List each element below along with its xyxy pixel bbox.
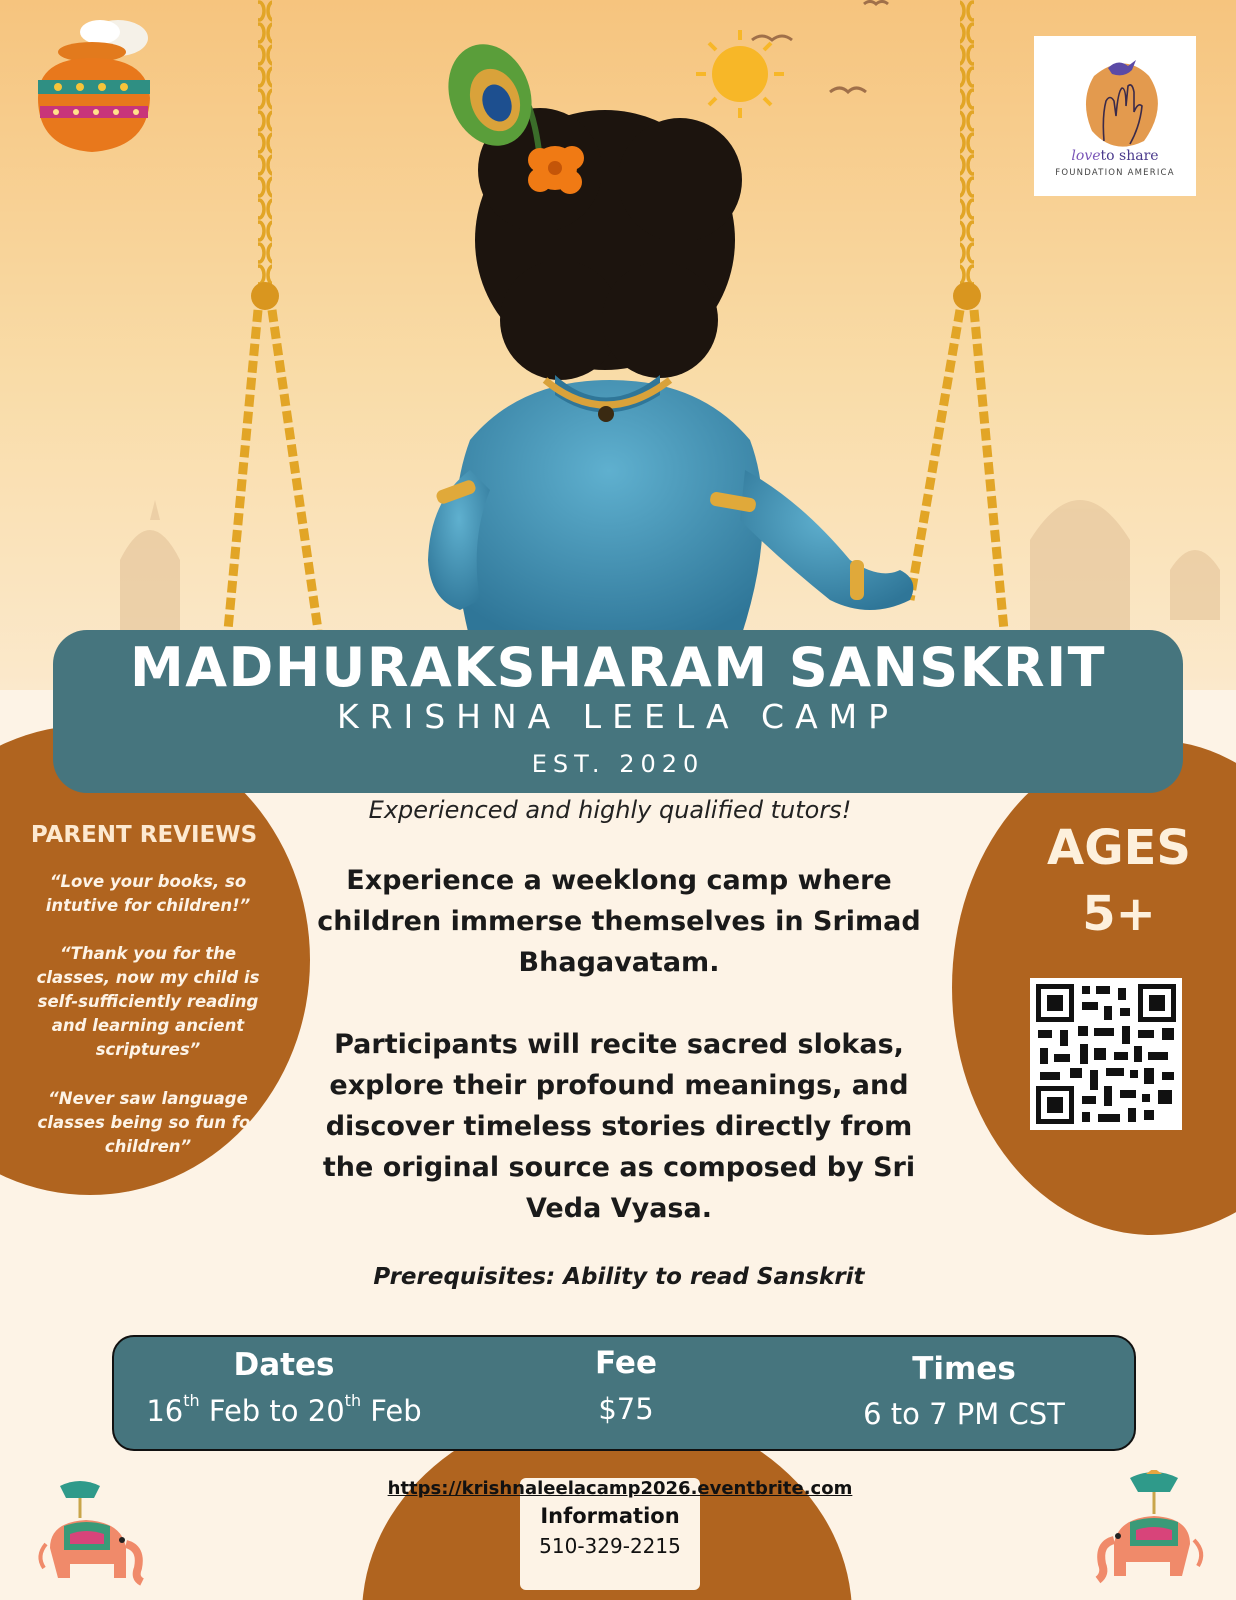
- prerequisites: Prerequisites: Ability to read Sanskrit: [373, 1264, 865, 1290]
- logo-brand: [1034, 148, 1196, 164]
- dates-label: Dates: [233, 1347, 335, 1383]
- times-value: 6 to 7 PM CST: [863, 1397, 1065, 1431]
- dates-column: [134, 1337, 434, 1453]
- fee-column: [526, 1337, 726, 1453]
- camp-details-bar: [112, 1335, 1136, 1451]
- end-day: 20: [307, 1394, 345, 1428]
- camp-description: Experience a weeklong camp where children immerse themselves in Srimad Bhagavatam.: [317, 865, 921, 978]
- fee-label: Fee: [595, 1345, 657, 1381]
- eventbrite-link[interactable]: https://krishnaleelacamp2026.eventbrite.com: [387, 1478, 853, 1499]
- information-label: Information: [540, 1504, 680, 1528]
- start-day: 16: [146, 1394, 184, 1428]
- camp-activities: Participants will recite sacred slokas, explore their profound meanings, and discover timeless stories directly from the original source as composed by Sri Veda Vyasa.: [322, 1029, 916, 1224]
- established-year: EST. 2020: [531, 750, 705, 778]
- phone-number[interactable]: 510-329-2215: [539, 1534, 681, 1558]
- dates-value: [134, 1391, 434, 1428]
- times-label: Times: [912, 1351, 1016, 1387]
- elephant-icon: [1090, 1470, 1220, 1595]
- page-title: MADHURAKSHARAM SANSKRIT: [129, 636, 1107, 699]
- registration-qr-code[interactable]: [1030, 978, 1182, 1130]
- review-quote: “Thank you for the classes, now my child is self-sufficiently reading and learning ancient scriptures”: [36, 944, 260, 1059]
- review-quote: “Never saw language classes being so fun for children”: [37, 1089, 259, 1156]
- logo-subtitle: FOUNDATION AMERICA: [1055, 168, 1175, 178]
- tagline: Experienced and highly qualified tutors!: [368, 796, 852, 824]
- foundation-logo[interactable]: [1034, 36, 1196, 196]
- marigold-flower-icon: [528, 146, 584, 194]
- fee-value: $75: [598, 1392, 654, 1426]
- page-subtitle: KRISHNA LEELA CAMP: [336, 697, 900, 736]
- logo-brand-rest: to share: [1100, 148, 1159, 164]
- start-month: Feb to: [199, 1394, 308, 1428]
- butter-pot-icon: [28, 18, 160, 156]
- start-day-suffix: th: [183, 1391, 200, 1410]
- ages-label: AGES: [1047, 820, 1191, 876]
- hand-bird-icon: [1074, 46, 1160, 156]
- logo-brand-love: love: [1071, 148, 1101, 164]
- times-column: [814, 1337, 1114, 1453]
- end-month: Feb: [361, 1394, 422, 1428]
- ages-value: 5+: [1082, 886, 1156, 942]
- end-day-suffix: th: [344, 1391, 362, 1410]
- elephant-icon: [30, 1478, 148, 1596]
- reviews-heading: PARENT REVIEWS: [30, 822, 258, 848]
- title-banner: [53, 630, 1183, 793]
- review-quote: “Love your books, so intutive for children!”: [45, 872, 251, 915]
